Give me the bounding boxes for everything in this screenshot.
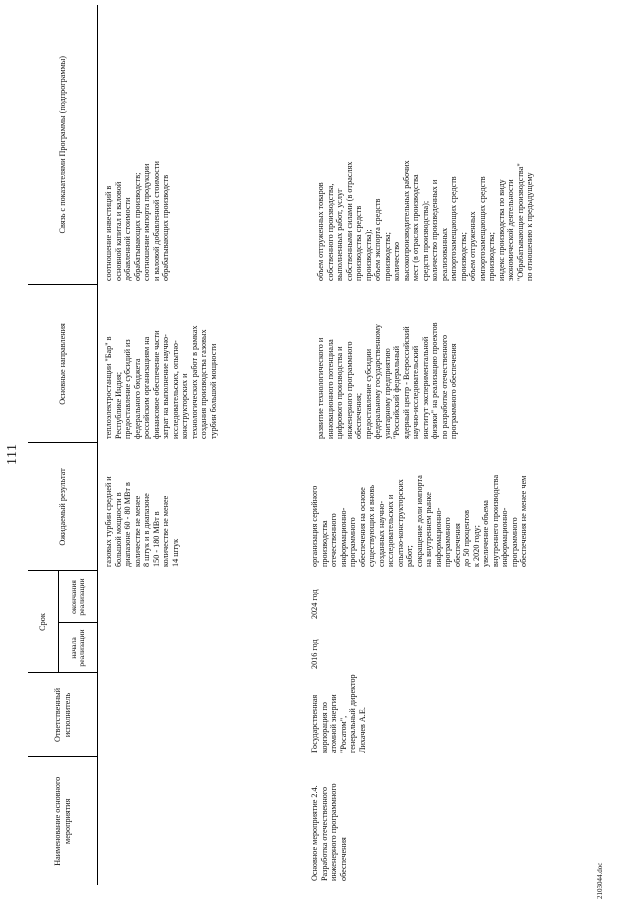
row-cont-start bbox=[98, 623, 305, 673]
header-term: Срок bbox=[28, 571, 59, 673]
header-executor: Ответственный исполнитель bbox=[28, 673, 98, 757]
table-header bbox=[28, 5, 98, 885]
program-table bbox=[28, 5, 537, 885]
text-line: импортозамещающих средств bbox=[477, 176, 487, 281]
text-line: производства; bbox=[382, 232, 392, 281]
text-line: ядерный центр - Всероссийский bbox=[401, 326, 411, 439]
text-line: цифрового производства и bbox=[335, 346, 345, 439]
row-cont-directions bbox=[98, 285, 305, 443]
header-end: окончания реализации bbox=[59, 571, 98, 623]
text-line: обеспечения не менее чем bbox=[519, 475, 529, 567]
text-line: основной капитал и валовой bbox=[113, 181, 123, 281]
text-line: унитарному предприятию bbox=[382, 348, 392, 439]
text-line: генеральный директор bbox=[348, 674, 358, 753]
text-line: производства; bbox=[487, 232, 497, 281]
text-line: обеспечения bbox=[338, 837, 348, 881]
row-24-directions bbox=[304, 285, 537, 443]
text-line: инновационного потенциала bbox=[325, 339, 335, 439]
header-link: Связь с показателями Программы (подпрограммы) bbox=[28, 5, 98, 285]
text-line: соотношение импорта продукции bbox=[142, 163, 152, 281]
text-line: научно-исследовательский bbox=[411, 345, 421, 439]
text-line: Государственная bbox=[310, 694, 319, 753]
row-cont-result bbox=[98, 443, 305, 571]
text-line: предоставление субсидий из bbox=[123, 339, 133, 439]
text-line: диапазоне 60 - 80 МВт в bbox=[123, 482, 133, 567]
text-line: отечественного bbox=[329, 513, 339, 567]
text-line: российским организациям на bbox=[142, 336, 152, 439]
text-line: объем отгруженных bbox=[468, 211, 478, 281]
row-cont-end bbox=[98, 571, 305, 623]
text-line: информационно- bbox=[338, 507, 348, 567]
document-id: 2103044.doc bbox=[596, 862, 604, 899]
text-line: по разработке отечественного bbox=[439, 334, 449, 439]
text-line: корпорация по bbox=[319, 701, 329, 753]
text-line: теплоэлектростанции "Бар" в bbox=[104, 336, 113, 439]
text-line: большой мощности в bbox=[113, 492, 123, 567]
text-line: развитие технологического и bbox=[316, 337, 325, 439]
text-line: газовых турбин средней и bbox=[104, 476, 113, 567]
text-line: информационно- bbox=[433, 507, 443, 567]
text-line: созданных научно- bbox=[376, 500, 386, 567]
text-line: внутреннего производства bbox=[490, 474, 500, 567]
text-line: сокращение доли импорта bbox=[414, 475, 424, 567]
text-line: к 2020 году; bbox=[471, 525, 481, 567]
text-line: собственными силами (в отраслях bbox=[344, 161, 354, 281]
text-line: атомной энергии bbox=[329, 694, 339, 753]
text-line: количестве не менее bbox=[132, 495, 142, 567]
row-cont-name bbox=[98, 757, 305, 885]
page-number: 111 bbox=[5, 443, 20, 465]
text-line: федеральному государственному bbox=[373, 324, 383, 439]
text-line: Разработка отечественного bbox=[319, 786, 329, 881]
text-line: турбин большой мощности bbox=[208, 343, 218, 439]
text-line: количество bbox=[392, 241, 402, 281]
header-result: Ожидаемый результат bbox=[28, 443, 98, 571]
table-row bbox=[98, 5, 305, 885]
text-line: до 50 процентов bbox=[462, 510, 472, 567]
header-directions: Основные направления bbox=[28, 285, 98, 443]
text-line: "Росатом", bbox=[338, 715, 348, 753]
text-line: предоставление субсидии bbox=[363, 349, 373, 439]
text-line: обрабатывающих производств bbox=[161, 174, 171, 281]
text-line: производства средств bbox=[354, 205, 364, 281]
text-line: программного bbox=[348, 517, 358, 567]
text-line: инженерного программного bbox=[329, 783, 339, 881]
text-line: обрабатывающих производств; bbox=[132, 172, 142, 281]
text-line: физики" на реализацию проектов bbox=[430, 322, 440, 439]
text-line: "Российский федеральный bbox=[392, 346, 402, 439]
text-line: количестве не менее bbox=[161, 495, 171, 567]
text-line: производства; bbox=[458, 232, 468, 281]
row-cont-executor bbox=[98, 673, 305, 757]
text-line: "Обрабатывающие производства" bbox=[515, 163, 525, 281]
text-line: количество произведенных и bbox=[430, 179, 440, 281]
text-line: обеспечения на основе bbox=[357, 487, 367, 567]
text-line: институт экспериментальной bbox=[420, 336, 430, 439]
text-line: 8 штук и в диапазоне bbox=[142, 493, 152, 567]
text-line: собственного производства, bbox=[325, 183, 335, 281]
text-line: 14 штук bbox=[170, 538, 180, 567]
text-line: работ; bbox=[405, 545, 415, 567]
text-line: на внутреннем рынке bbox=[424, 492, 434, 567]
text-line: средств производства); bbox=[420, 200, 430, 281]
text-line: обеспечения; bbox=[354, 392, 364, 439]
text-line: производства bbox=[319, 520, 329, 567]
text-line: выполненных работ, услуг bbox=[335, 188, 345, 281]
text-line: организация серийного bbox=[310, 485, 319, 567]
row-24-start: 2016 год bbox=[310, 639, 319, 669]
text-line: опытно-конструкторских bbox=[395, 479, 405, 567]
text-line: затрат на выполнение научно- bbox=[161, 334, 171, 439]
text-line: объем экспорта средств bbox=[373, 198, 383, 281]
text-line: исследовательских и bbox=[386, 494, 396, 567]
text-line: технологических работ в рамках bbox=[189, 325, 199, 439]
text-line: высокопроизводительных рабочих bbox=[401, 160, 411, 281]
row-cont-link bbox=[98, 5, 305, 285]
text-line: и валовой добавленной стоимости bbox=[151, 161, 161, 281]
text-line: реализованных bbox=[439, 227, 449, 281]
text-line: существующих и вновь bbox=[367, 485, 377, 567]
text-line: увеличение объема bbox=[481, 500, 491, 567]
text-line: Лихачев А.Е. bbox=[357, 707, 367, 753]
text-line: индекс производства по виду bbox=[496, 179, 506, 281]
text-line: инженерного программного bbox=[344, 341, 354, 439]
text-line: по отношению к предыдущему bbox=[525, 172, 535, 281]
text-line: Республике Индия; bbox=[113, 371, 123, 439]
header-name: Наименование основного мероприятия bbox=[28, 757, 98, 885]
text-line: финансовое обеспечение части bbox=[151, 330, 161, 439]
text-line: федерального бюджета bbox=[132, 358, 142, 439]
header-start: начала реализации bbox=[59, 623, 98, 673]
text-line: добавленной стоимости bbox=[123, 197, 133, 281]
row-24-end: 2024 год bbox=[310, 589, 319, 619]
text-line: конструкторских и bbox=[180, 373, 190, 439]
text-line: соотношение инвестиций в bbox=[104, 185, 113, 281]
text-line: обеспечения bbox=[452, 523, 462, 567]
text-line: импортозамещающих средств bbox=[449, 176, 459, 281]
text-line: программного обеспечения bbox=[449, 343, 459, 439]
row-24-result bbox=[304, 443, 537, 571]
table-row bbox=[304, 5, 537, 885]
text-line: экономической деятельности bbox=[506, 179, 516, 281]
text-line: Основное мероприятие 2.4. bbox=[310, 785, 319, 881]
row-24-executor bbox=[304, 673, 537, 757]
text-line: исследовательских, опытно- bbox=[170, 340, 180, 439]
row-24-link bbox=[304, 5, 537, 285]
row-24-name bbox=[304, 757, 537, 885]
text-line: 150 - 180 МВт в bbox=[151, 511, 161, 567]
text-line: программного bbox=[509, 517, 519, 567]
text-line: мест (в отраслях производства bbox=[411, 174, 421, 281]
text-line: объем отгруженных товаров bbox=[316, 182, 325, 281]
text-line: производства); bbox=[363, 229, 373, 281]
text-line: информационно- bbox=[500, 507, 510, 567]
text-line: программного bbox=[443, 517, 453, 567]
text-line: создания производства газовых bbox=[199, 329, 209, 439]
